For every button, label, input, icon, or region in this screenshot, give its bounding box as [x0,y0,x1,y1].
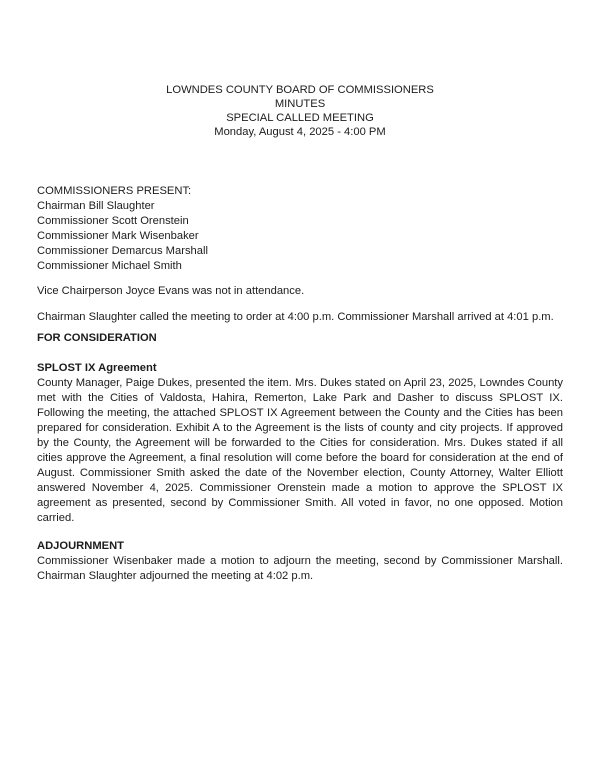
attendee-line: Commissioner Michael Smith [37,260,182,272]
header-datetime-line: Monday, August 4, 2025 - 4:00 PM [214,126,386,138]
adjournment-heading: ADJOURNMENT [37,540,125,552]
splost-agreement-heading: SPLOST IX Agreement [37,362,157,374]
document-header [37,0,563,139]
header-title-line: LOWNDES COUNTY BOARD OF COMMISSIONERS [166,84,434,96]
attendee-line: Chairman Bill Slaughter [37,200,155,212]
for-consideration-heading: FOR CONSIDERATION [37,332,157,344]
attendee-line: Commissioner Scott Orenstein [37,215,189,227]
absence-note: Vice Chairperson Joyce Evans was not in attendance. [37,285,305,297]
attendee-line: Commissioner Mark Wisenbaker [37,230,199,242]
attendee-line: Commissioner Demarcus Marshall [37,245,208,257]
call-to-order-paragraph: Chairman Slaughter called the meeting to order at 4:00 p.m. Commissioner Marshall arrived at 4:01 p.m. [37,311,554,323]
header-minutes-line: MINUTES [274,98,326,110]
header-meeting-type-line: SPECIAL CALLED MEETING [226,112,374,124]
splost-agreement-paragraph: County Manager, Paige Dukes, presented the item. Mrs. Dukes stated on April 23, 2025, Lowndes County met with the Cities of Valdosta, Hahira, Remerton, Lake Park and Dasher to discuss SPLOST IX. Following the meeting, the attached SPLOST IX Agreement between the County and the Cities has been prepared for consideration. Exhibit A to the Agreement is the lists of county and city projects. If approved by the County, the Agreement will be forwarded to the Cities for consideration. Mrs. Dukes stated if all cities approve the Agreement, a final resolution will come before the board for consideration at the end of August. Commissioner Smith asked the date of the November election, County Attorney, Walter Elliott answered November 4, 2025. Commissioner Orenstein made a motion to approve the SPLOST IX agreement as presented, second by Commissioner Smith. All voted in favor, no one opposed. Motion carried. [37,377,563,524]
attendance-section [37,184,563,274]
attendance-heading: COMMISSIONERS PRESENT: [37,185,192,197]
adjournment-paragraph: Commissioner Wisenbaker made a motion to adjourn the meeting, second by Commissioner Marshall. Chairman Slaughter adjourned the meeting at 4:02 p.m. [37,555,563,582]
